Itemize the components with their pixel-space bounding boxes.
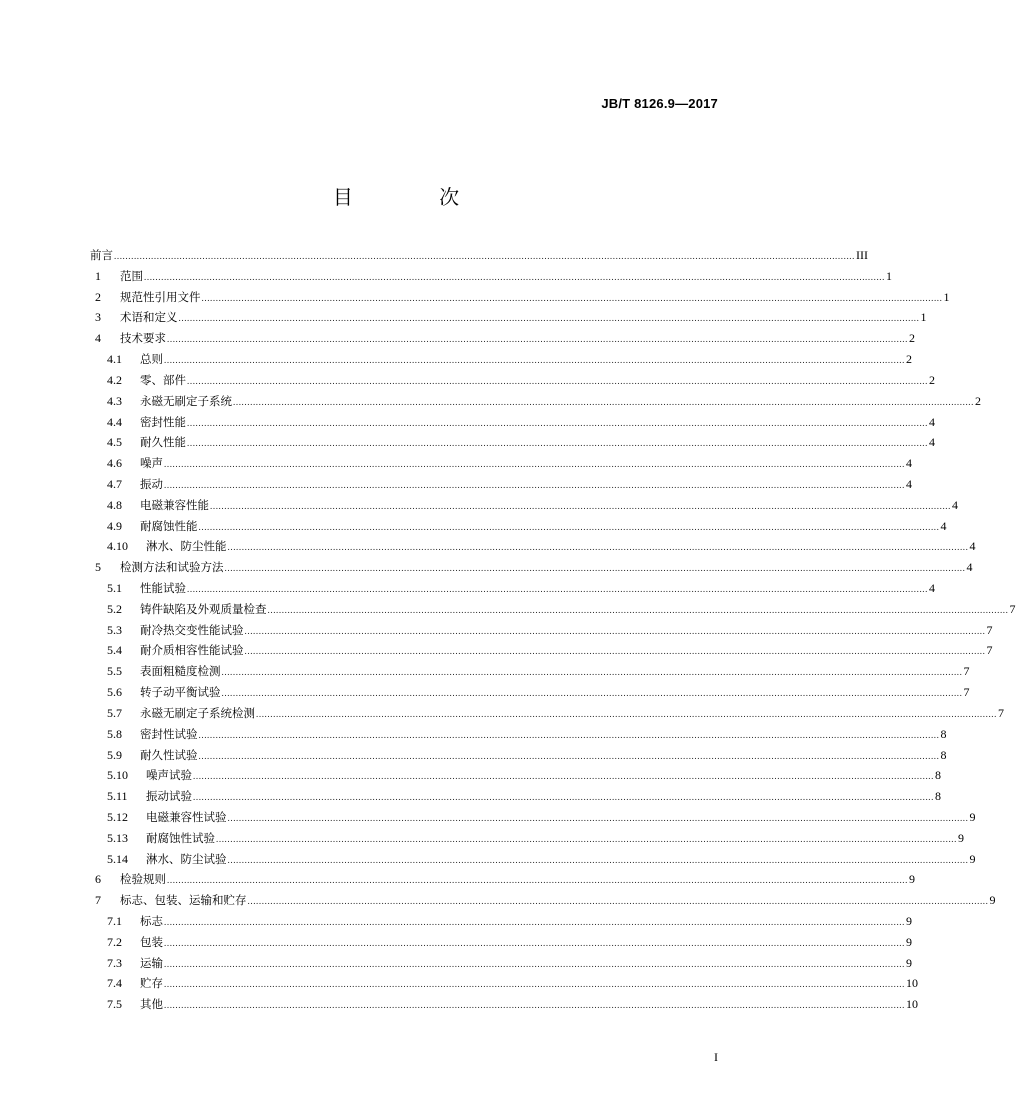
toc-entry-label: 范围 bbox=[120, 268, 143, 283]
toc-leader-dots: .................................................................................................................................................................................................................................................................... bbox=[114, 251, 855, 261]
toc-entry-label: 耐腐蚀性试验 bbox=[146, 830, 215, 845]
toc-entry[interactable] bbox=[90, 871, 915, 892]
toc-entry-label: 淋水、防尘性能 bbox=[146, 539, 227, 554]
toc-entry[interactable] bbox=[90, 788, 941, 809]
toc-entry-label: 性能试验 bbox=[140, 581, 186, 595]
toc-entry-number: 4.2 bbox=[107, 372, 122, 387]
toc-entry-number: 5.11 bbox=[107, 789, 128, 804]
toc-leader-dots: .................................................................................................................................................................................................................................................................... bbox=[256, 708, 997, 719]
toc-entry[interactable] bbox=[90, 247, 868, 268]
toc-entry-label: 零、部件 bbox=[140, 372, 186, 387]
toc-leader-dots: .................................................................................................................................................................................................................................................................... bbox=[193, 792, 934, 803]
toc-entry-page: 1 bbox=[920, 310, 927, 325]
toc-entry-label: 密封性试验 bbox=[140, 726, 198, 741]
toc-entry[interactable] bbox=[90, 934, 912, 955]
toc-entry-label: 永磁无刷定子系统 bbox=[140, 393, 232, 408]
toc-entry-page: 4 bbox=[906, 456, 912, 471]
toc-entry-page: 2 bbox=[909, 331, 915, 346]
toc-entry-label: 包装 bbox=[140, 934, 163, 949]
toc-entry-page: 7 bbox=[998, 705, 1004, 720]
toc-entry-page: 4 bbox=[966, 560, 973, 575]
toc-entry-page: 2 bbox=[929, 372, 935, 387]
toc-leader-dots: .................................................................................................................................................................................................................................................................... bbox=[144, 271, 885, 282]
toc-leader-dots: .................................................................................................................................................................................................................................................................... bbox=[187, 375, 928, 386]
toc-entry-label: 术语和定义 bbox=[120, 310, 178, 325]
toc-entry[interactable] bbox=[90, 767, 941, 788]
toc-entry-page: 9 bbox=[969, 809, 976, 824]
toc-entry-number: 7.2 bbox=[107, 934, 122, 949]
toc-entry[interactable] bbox=[90, 601, 1016, 622]
toc-entry-number: 6 bbox=[95, 872, 101, 887]
toc-entry[interactable] bbox=[90, 830, 964, 851]
toc-entry[interactable] bbox=[90, 726, 947, 747]
toc-entry-label: 标志 bbox=[140, 914, 163, 928]
toc-entry[interactable] bbox=[90, 580, 935, 601]
toc-leader-dots: .................................................................................................................................................................................................................................................................... bbox=[164, 479, 905, 490]
toc-entry-number: 4.10 bbox=[107, 539, 128, 554]
toc-entry-label: 噪声 bbox=[140, 456, 163, 471]
toc-entry-number: 5.13 bbox=[107, 830, 128, 845]
toc-leader-dots: .................................................................................................................................................................................................................................................................... bbox=[187, 438, 928, 449]
toc-leader-dots: .................................................................................................................................................................................................................................................................... bbox=[198, 521, 940, 532]
toc-entry-label: 表面粗糙度检测 bbox=[140, 664, 221, 679]
toc-entry[interactable] bbox=[90, 351, 912, 372]
toc-entry[interactable] bbox=[90, 268, 892, 289]
toc-entry-page: 9 bbox=[906, 934, 912, 949]
toc-leader-dots: .................................................................................................................................................................................................................................................................... bbox=[164, 459, 905, 470]
toc-entry-page: 7 bbox=[1009, 601, 1016, 616]
toc-entry[interactable] bbox=[90, 663, 970, 684]
toc-entry-label: 耐腐蚀性能 bbox=[140, 518, 198, 533]
toc-entry-label: 密封性能 bbox=[140, 414, 186, 429]
toc-entry-page: 8 bbox=[935, 768, 941, 783]
toc-entry-label: 振动 bbox=[140, 476, 163, 491]
toc-leader-dots: .................................................................................................................................................................................................................................................................... bbox=[178, 313, 920, 324]
toc-entry-page: 9 bbox=[958, 830, 964, 845]
toc-entry-label: 前言 bbox=[90, 248, 113, 262]
toc-leader-dots: .................................................................................................................................................................................................................................................................... bbox=[164, 355, 905, 366]
toc-entry-page: 9 bbox=[909, 872, 915, 887]
toc-entry-number: 7.5 bbox=[107, 997, 122, 1012]
toc-entry-page: 10 bbox=[906, 997, 918, 1012]
toc-leader-dots: .................................................................................................................................................................................................................................................................... bbox=[167, 334, 908, 345]
toc-leader-dots: .................................................................................................................................................................................................................................................................... bbox=[187, 584, 928, 594]
standard-code: JB/T 8126.9—2017 bbox=[601, 96, 718, 111]
toc-entry-page: 7 bbox=[963, 685, 970, 700]
toc-leader-dots: .................................................................................................................................................................................................................................................................... bbox=[227, 854, 969, 865]
toc-leader-dots: .................................................................................................................................................................................................................................................................... bbox=[247, 896, 989, 907]
toc-entry-number: 7.1 bbox=[107, 914, 122, 928]
toc-entry-number: 5.4 bbox=[107, 643, 122, 658]
toc-leader-dots: .................................................................................................................................................................................................................................................................... bbox=[244, 646, 986, 657]
toc-entry-number: 5.9 bbox=[107, 747, 122, 762]
toc-entry[interactable] bbox=[90, 455, 912, 476]
toc-entry-label: 其他 bbox=[140, 997, 163, 1012]
toc-entry[interactable] bbox=[90, 330, 915, 351]
toc-entry[interactable] bbox=[90, 684, 970, 705]
toc-entry-page: 1 bbox=[886, 268, 892, 283]
toc-entry[interactable] bbox=[90, 393, 981, 414]
toc-entry-number: 2 bbox=[95, 289, 101, 304]
toc-leader-dots: .................................................................................................................................................................................................................................................................... bbox=[267, 604, 1009, 615]
toc-entry-label: 检验规则 bbox=[120, 872, 166, 887]
toc-entry-page: 8 bbox=[940, 726, 947, 741]
toc-entry[interactable] bbox=[90, 705, 1004, 726]
toc-entry-number: 7.4 bbox=[107, 976, 122, 991]
toc-entry-number: 5.5 bbox=[107, 664, 122, 679]
toc-entry[interactable] bbox=[90, 538, 976, 559]
toc-entry-page: 2 bbox=[906, 352, 912, 367]
toc-entry-number: 5.7 bbox=[107, 705, 122, 720]
toc-entry-label: 贮存 bbox=[140, 976, 163, 991]
toc-entry-label: 铸件缺陷及外观质量检查 bbox=[140, 601, 267, 616]
toc-entry-number: 5.3 bbox=[107, 622, 122, 637]
toc-entry-number: 4.5 bbox=[107, 435, 122, 450]
table-of-contents bbox=[90, 247, 1016, 1017]
toc-leader-dots: .................................................................................................................................................................................................................................................................... bbox=[193, 771, 934, 782]
toc-leader-dots: .................................................................................................................................................................................................................................................................... bbox=[198, 750, 940, 761]
toc-entry-label: 技术要求 bbox=[120, 331, 166, 346]
toc-entry[interactable] bbox=[90, 476, 912, 497]
toc-leader-dots: .................................................................................................................................................................................................................................................................... bbox=[210, 500, 951, 511]
toc-entry[interactable] bbox=[90, 497, 958, 518]
toc-entry-page: 8 bbox=[935, 789, 941, 804]
toc-entry-page: 7 bbox=[986, 643, 993, 658]
toc-entry-label: 标志、包装、运输和贮存 bbox=[120, 893, 247, 908]
toc-leader-dots: .................................................................................................................................................................................................................................................................... bbox=[227, 812, 969, 823]
toc-entry-page: 4 bbox=[952, 497, 958, 512]
toc-entry-label: 耐介质相容性能试验 bbox=[140, 643, 244, 658]
toc-entry-label: 噪声试验 bbox=[146, 768, 192, 783]
toc-entry-number: 5.6 bbox=[107, 685, 122, 700]
toc-entry[interactable] bbox=[90, 955, 912, 976]
toc-entry-number: 5 bbox=[95, 560, 101, 575]
toc-entry[interactable] bbox=[90, 996, 918, 1017]
toc-entry[interactable] bbox=[90, 975, 918, 996]
toc-entry-page: 4 bbox=[929, 581, 935, 595]
toc-entry-number: 7 bbox=[95, 893, 101, 908]
toc-entry-label: 检测方法和试验方法 bbox=[120, 560, 224, 575]
toc-leader-dots: .................................................................................................................................................................................................................................................................... bbox=[201, 292, 943, 303]
toc-entry-label: 永磁无刷定子系统检测 bbox=[140, 705, 255, 720]
toc-entry-number: 5.10 bbox=[107, 768, 128, 783]
toc-entry-page: 9 bbox=[906, 914, 912, 928]
toc-entry-page: 7 bbox=[963, 664, 970, 679]
toc-entry[interactable] bbox=[90, 622, 993, 643]
toc-entry-number: 4 bbox=[95, 331, 101, 346]
toc-entry-number: 5.1 bbox=[107, 581, 122, 595]
toc-entry[interactable] bbox=[90, 289, 950, 310]
toc-entry-number: 4.6 bbox=[107, 456, 122, 471]
toc-entry-page: 9 bbox=[906, 955, 912, 970]
toc-entry-page: 4 bbox=[940, 518, 947, 533]
toc-entry-label: 淋水、防尘试验 bbox=[146, 851, 227, 866]
toc-leader-dots: .................................................................................................................................................................................................................................................................... bbox=[164, 958, 905, 969]
toc-entry-label: 耐久性试验 bbox=[140, 747, 198, 762]
toc-leader-dots: .................................................................................................................................................................................................................................................................... bbox=[216, 833, 957, 844]
toc-entry[interactable] bbox=[90, 518, 947, 539]
toc-entry-number: 4.7 bbox=[107, 476, 122, 491]
toc-entry-number: 5.2 bbox=[107, 601, 122, 616]
toc-entry-number: 1 bbox=[95, 268, 101, 283]
toc-entry-page: 4 bbox=[929, 414, 935, 429]
toc-leader-dots: .................................................................................................................................................................................................................................................................... bbox=[221, 667, 963, 678]
toc-entry[interactable] bbox=[90, 309, 927, 330]
toc-entry-label: 运输 bbox=[140, 955, 163, 970]
toc-leader-dots: .................................................................................................................................................................................................................................................................... bbox=[164, 917, 905, 927]
toc-entry[interactable] bbox=[90, 372, 935, 393]
toc-entry-label: 规范性引用文件 bbox=[120, 289, 201, 304]
toc-entry-number: 4.3 bbox=[107, 393, 122, 408]
toc-entry[interactable] bbox=[90, 809, 976, 830]
toc-entry-page: 4 bbox=[929, 435, 935, 450]
toc-entry-page: 4 bbox=[969, 539, 976, 554]
toc-entry-label: 电磁兼容性试验 bbox=[146, 809, 227, 824]
toc-entry[interactable] bbox=[90, 559, 973, 580]
toc-leader-dots: .................................................................................................................................................................................................................................................................... bbox=[233, 396, 974, 407]
toc-entry-label: 转子动平衡试验 bbox=[140, 685, 221, 700]
toc-entry-number: 4.9 bbox=[107, 518, 122, 533]
toc-entry-label: 振动试验 bbox=[146, 789, 192, 804]
toc-entry-number: 5.8 bbox=[107, 726, 122, 741]
toc-entry-number: 4.1 bbox=[107, 352, 122, 367]
toc-entry-page: 1 bbox=[943, 289, 950, 304]
toc-entry[interactable] bbox=[90, 414, 935, 435]
toc-entry-page: 2 bbox=[975, 393, 981, 408]
toc-entry[interactable] bbox=[90, 434, 935, 455]
toc-entry-page: 8 bbox=[940, 747, 947, 762]
toc-leader-dots: .................................................................................................................................................................................................................................................................... bbox=[244, 625, 986, 636]
toc-entry-number: 7.3 bbox=[107, 955, 122, 970]
toc-entry-number: 4.8 bbox=[107, 497, 122, 512]
toc-entry-number: 3 bbox=[95, 310, 101, 325]
toc-leader-dots: .................................................................................................................................................................................................................................................................... bbox=[221, 688, 963, 699]
toc-entry-number: 5.14 bbox=[107, 851, 128, 866]
toc-leader-dots: .................................................................................................................................................................................................................................................................... bbox=[187, 417, 928, 428]
toc-leader-dots: .................................................................................................................................................................................................................................................................... bbox=[164, 937, 905, 948]
toc-entry-number: 5.12 bbox=[107, 809, 128, 824]
toc-leader-dots: .................................................................................................................................................................................................................................................................... bbox=[198, 729, 940, 740]
toc-entry-label: 电磁兼容性能 bbox=[140, 497, 209, 512]
toc-entry[interactable] bbox=[90, 892, 996, 913]
toc-leader-dots: .................................................................................................................................................................................................................................................................... bbox=[164, 979, 905, 990]
toc-entry-number: 4.4 bbox=[107, 414, 122, 429]
toc-entry[interactable] bbox=[90, 642, 993, 663]
toc-entry[interactable] bbox=[90, 913, 912, 934]
toc-entry[interactable] bbox=[90, 747, 947, 768]
toc-entry-page: 9 bbox=[969, 851, 976, 866]
toc-leader-dots: .................................................................................................................................................................................................................................................................... bbox=[167, 875, 908, 886]
toc-entry-label: 总则 bbox=[140, 352, 163, 367]
toc-entry-page: 10 bbox=[906, 976, 918, 991]
toc-entry-page: III bbox=[856, 248, 868, 262]
toc-leader-dots: .................................................................................................................................................................................................................................................................... bbox=[224, 563, 966, 574]
toc-entry-page: 7 bbox=[986, 622, 993, 637]
toc-entry-label: 耐久性能 bbox=[140, 435, 186, 450]
page-title: 目 次 bbox=[332, 185, 500, 209]
toc-leader-dots: .................................................................................................................................................................................................................................................................... bbox=[164, 1000, 905, 1011]
toc-entry-page: 4 bbox=[906, 476, 912, 491]
toc-entry-label: 耐冷热交变性能试验 bbox=[140, 622, 244, 637]
page-number: I bbox=[714, 1050, 718, 1064]
toc-entry[interactable] bbox=[90, 851, 976, 872]
toc-leader-dots: .................................................................................................................................................................................................................................................................... bbox=[227, 542, 969, 553]
toc-entry-page: 9 bbox=[989, 893, 996, 908]
